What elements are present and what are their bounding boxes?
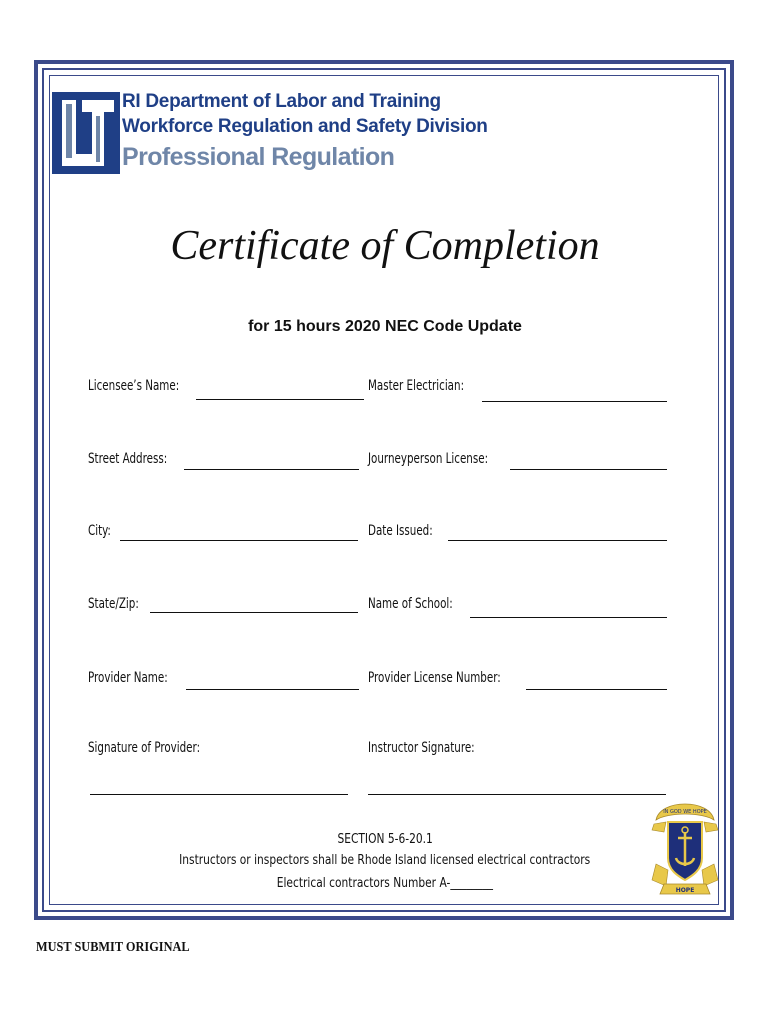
- agency-header: [122, 92, 488, 170]
- certificate-title: Certificate of Completion: [170, 223, 600, 269]
- instructor-signature-label: Instructor Signature:: [368, 740, 475, 756]
- city-label: City:: [88, 523, 111, 539]
- contractor-number: Electrical contractors Number A-________: [276, 876, 494, 891]
- licensee-name-label: Licensee’s Name:: [88, 378, 180, 394]
- provider-name-label: Provider Name:: [88, 670, 168, 686]
- provider-signature-line[interactable]: [90, 794, 348, 795]
- agency-name: RI Department of Labor and Training: [122, 91, 441, 112]
- city-line[interactable]: [120, 540, 358, 541]
- signature-of-provider-label: Signature of Provider:: [88, 740, 201, 756]
- street-address-line[interactable]: [184, 469, 359, 470]
- name-of-school-line[interactable]: [470, 617, 667, 618]
- instructor-signature-line[interactable]: [368, 794, 666, 795]
- date-issued-line[interactable]: [448, 540, 667, 541]
- must-submit-original: MUST SUBMIT ORIGINAL: [36, 940, 190, 955]
- provider-license-number-line[interactable]: [526, 689, 667, 690]
- name-of-school-label: Name of School:: [368, 596, 453, 612]
- division-name: Workforce Regulation and Safety Division: [122, 116, 488, 137]
- street-address-label: Street Address:: [88, 451, 168, 467]
- certificate-inner-border: [42, 68, 726, 912]
- certificate-border: [34, 60, 734, 920]
- section-requirement: Instructors or inspectors shall be Rhode Island licensed electrical contractors: [179, 853, 591, 868]
- certificate-subtitle: for 15 hours 2020 NEC Code Update: [248, 318, 522, 335]
- journeyperson-license-label: Journeyperson License:: [368, 451, 489, 467]
- seal-banner: HOPE: [675, 887, 695, 894]
- state-zip-line[interactable]: [150, 612, 358, 613]
- provider-license-number-label: Provider License Number:: [368, 670, 501, 686]
- rhode-island-seal: [650, 800, 720, 900]
- master-electrician-label: Master Electrician:: [368, 378, 465, 394]
- provider-name-line[interactable]: [186, 689, 359, 690]
- master-electrician-line[interactable]: [482, 401, 667, 402]
- dlt-logo: [52, 92, 120, 174]
- date-issued-label: Date Issued:: [368, 523, 433, 539]
- journeyperson-license-line[interactable]: [510, 469, 667, 470]
- licensee-name-line[interactable]: [196, 399, 364, 400]
- seal-motto: IN GOD WE HOPE: [663, 809, 707, 815]
- professional-regulation: Professional Regulation: [122, 143, 395, 171]
- state-zip-label: State/Zip:: [88, 596, 139, 612]
- section-number: SECTION 5-6-20.1: [337, 832, 433, 847]
